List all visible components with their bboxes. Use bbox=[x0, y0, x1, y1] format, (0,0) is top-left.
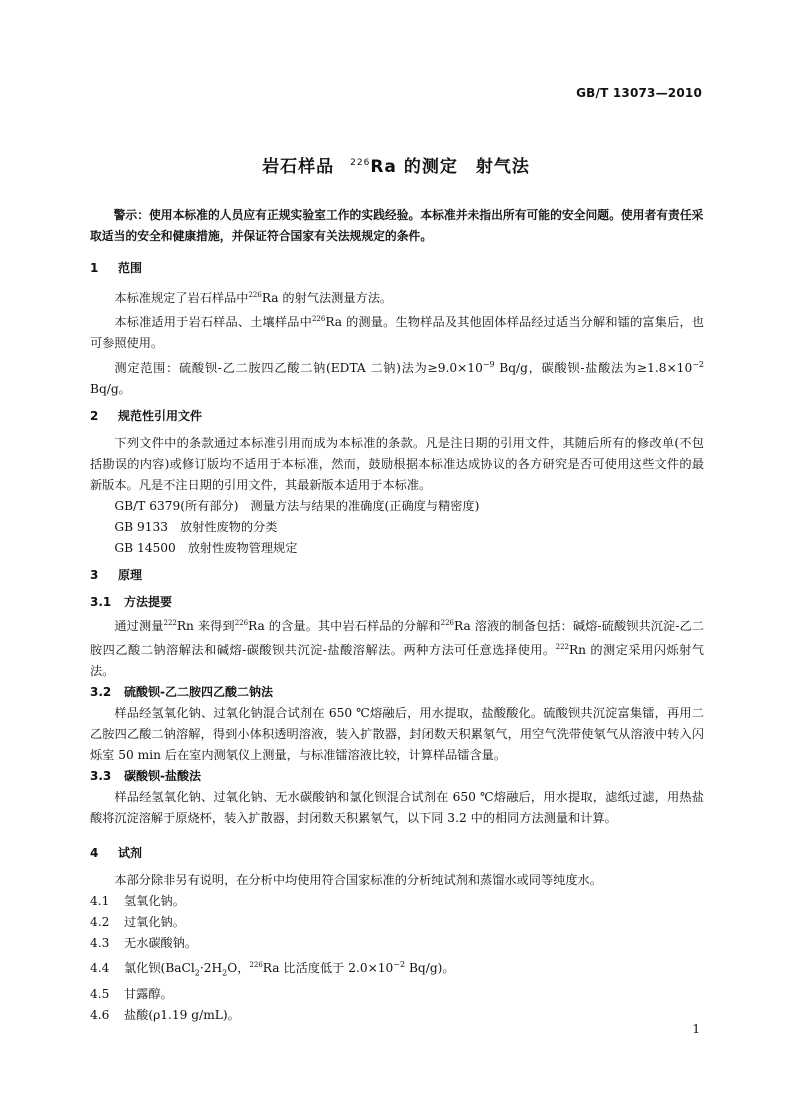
section-4-heading: 4 试剂 bbox=[90, 846, 143, 861]
page-number: 1 bbox=[692, 1022, 700, 1036]
section-1-heading: 1 范围 bbox=[90, 261, 143, 275]
reagent-item: 4.2 过氧化钠。 bbox=[90, 915, 185, 930]
title-isotope: 226 bbox=[350, 158, 371, 169]
scope-para-2: 本标准适用于岩石样品、土壤样品中$^{226}$Ra 的测量。生物样品及其他固体样品经过适当分解和镭的富集后，也可参照使用。 bbox=[90, 315, 704, 351]
reagent-item: 4.3 无水碳酸钠。 bbox=[90, 936, 198, 951]
reagents-intro: 本部分除非另有说明，在分析中均使用符合国家标准的分析纯试剂和蒸馏水或同等纯度水。 bbox=[114, 873, 602, 888]
section-3-1-heading: 3.1 方法提要 bbox=[90, 595, 173, 610]
title-prefix: 岩石样品 bbox=[262, 157, 335, 177]
reference-item: GB 14500 放射性废物管理规定 bbox=[114, 541, 298, 556]
barium-sulfate-method-para: 样品经氢氧化钠、过氧化钠混合试剂在 650 ℃熔融后，用水提取，盐酸酸化。硫酸钡共沉淀富集镭，再用二乙胺四乙酸二钠溶解，得到小体积透明溶液，装入扩散器，封闭数天积累氡气，用空气洗带使氡气从溶液中转入闪烁室 50 min 后在室内测氡仪上测量，与标准镭溶液比较，计算样品镭含量。 bbox=[90, 706, 704, 763]
method-summary-para: 通过测量$^{222}$Rn 来得到$^{226}$Ra 的含量。其中岩石样品的分解和$^{226}$Ra 溶液的制备包括：碱熔-硫酸钡共沉淀-乙二胺四乙酸二钠溶解法和碱熔-碳酸钡共沉淀-盐酸溶解法。两种方法可任意选择使用。$^{222}$Rn 的测定采用闪烁射气法。 bbox=[90, 619, 704, 679]
document-title bbox=[0, 152, 792, 177]
reference-item: GB 9133 放射性废物的分类 bbox=[114, 520, 278, 535]
section-3-3-heading: 3.3 碳酸钡-盐酸法 bbox=[90, 769, 201, 784]
reagent-item: 4.6 盐酸(ρ1.19 g/mL)。 bbox=[90, 1007, 240, 1022]
warning-notice: 警示：使用本标准的人员应有正规实验室工作的实践经验。本标准并未指出所有可能的安全问题。使用者有责任采取适当的安全和健康措施，并保证符合国家有关法规规定的条件。 bbox=[90, 208, 704, 243]
reagent-item: 4.1 氢氧化钠。 bbox=[90, 894, 185, 909]
title-suffix: Ra 的测定 射气法 bbox=[370, 157, 530, 177]
barium-carbonate-method-para: 样品经氢氧化钠、过氧化钠、无水碳酸钠和氯化钡混合试剂在 650 ℃熔融后，用水提取，滤纸过滤，用热盐酸将沉淀溶解于原烧杯，装入扩散器，封闭数天积累氡气，以下同 3.2 中的相同方法测量和计算。 bbox=[90, 790, 704, 826]
reference-item: GB/T 6379(所有部分) 测量方法与结果的准确度(正确度与精密度) bbox=[114, 499, 480, 514]
section-2-heading: 2 规范性引用文件 bbox=[90, 409, 203, 424]
reagent-item: 4.5 甘露醇。 bbox=[90, 986, 173, 1001]
section-3-2-heading: 3.2 硫酸钡-乙二胺四乙酸二钠法 bbox=[90, 685, 273, 700]
reagent-item: 4.4 氯化钡($BaCl_2\cdot 2H_2O$，$^{226}$Ra 比活度低于 $2.0\times 10^{-2}$ Bq/g)。 bbox=[90, 960, 455, 978]
standard-code: GB/T 13073—2010 bbox=[576, 86, 702, 100]
scope-para-3: 测定范围：硫酸钡-乙二胺四乙酸二钠(EDTA 二钠)法为$\ge 9.0\times 10^{-9}$ Bq/g，碳酸钡-盐酸法为$\ge 1.8\times 10^{-2}$ Bq/g。 bbox=[90, 360, 704, 397]
document-body bbox=[90, 205, 704, 1026]
normative-refs-intro: 下列文件中的条款通过本标准引用而成为本标准的条款。凡是注日期的引用文件，其随后所有的修改单(不包括勘误的内容)或修订版均不适用于本标准，然而，鼓励根据本标准达成协议的各方研究是否可使用这些文件的最新版本。凡是不注日期的引用文件，其最新版本适用于本标准。 bbox=[90, 436, 704, 493]
section-3-heading: 3 原理 bbox=[90, 568, 143, 583]
scope-para-1: 本标准规定了岩石样品中$^{226}$Ra 的射气法测量方法。 bbox=[114, 291, 393, 306]
